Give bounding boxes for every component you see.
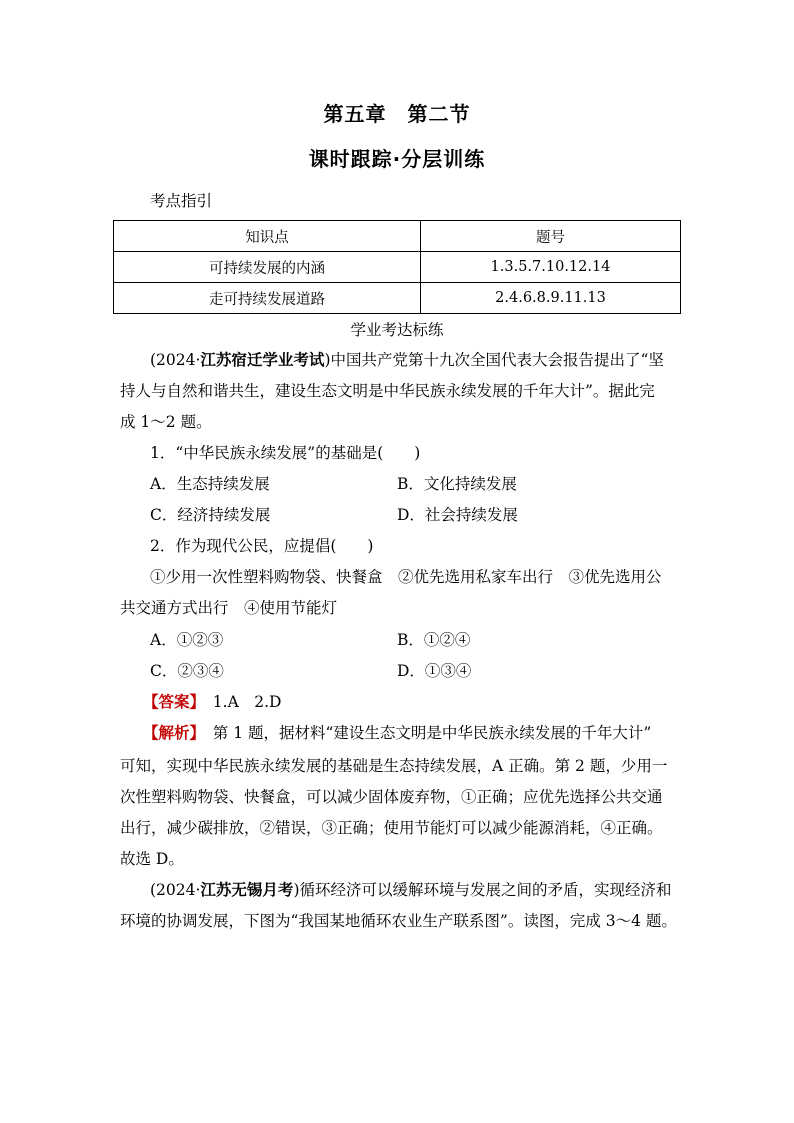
source-close: ): [324, 351, 331, 369]
table-cell: 走可持续发展道路: [114, 283, 421, 314]
section-heading: 学业考达标练: [350, 321, 444, 339]
source-open: (2024·: [150, 881, 201, 899]
knowledge-point-table: [113, 220, 681, 314]
analysis-line3: 次性塑料购物袋、快餐盒，可以减少固体废弃物，①正确；应优先选择公共交通: [120, 788, 663, 806]
passage2-line2: 环境的协调发展，下图为“我国某地循环农业生产联系图”。读图，完成 3～4 题。: [120, 912, 677, 930]
analysis-line5: 故选 D。: [120, 850, 184, 868]
passage-text: 中国共产党第十九次全国代表大会报告提出了“坚: [330, 351, 664, 369]
question1-option-b: B．文化持续发展: [397, 475, 517, 493]
table-header-cell: 题号: [421, 221, 681, 252]
chapter-title: 第五章 第二节: [323, 102, 471, 126]
table-header-row: [114, 221, 681, 252]
source-open: (2024·: [150, 351, 201, 369]
source-name: 江苏无锡月考: [200, 881, 294, 899]
answer-text: 1.A 2.D: [212, 693, 282, 711]
question2-option-d: D．①③④: [397, 662, 472, 680]
question2-option-b: B．①②④: [397, 631, 471, 649]
question1-option-c: C．经济持续发展: [150, 506, 271, 524]
analysis-line2: 可知，实现中华民族永续发展的基础是生态持续发展，A 正确。第 2 题，少用一: [120, 757, 668, 775]
table-header-cell: 知识点: [114, 221, 421, 252]
table-row: [114, 283, 681, 314]
analysis-line1: [143, 723, 651, 743]
passage2-line1: [150, 880, 672, 900]
analysis-text: 第 1 题，据材料“建设生态文明是中华民族永续发展的千年大计”: [212, 724, 652, 742]
question1-stem: 1．“中华民族永续发展”的基础是( ): [150, 444, 421, 462]
passage1-line1: [150, 350, 664, 370]
question2-items-line1: ①少用一次性塑料购物袋、快餐盒 ②优先选用私家车出行 ③优先选用公: [150, 568, 662, 586]
analysis-label: 【解析】: [143, 723, 198, 742]
table-cell: 可持续发展的内涵: [114, 252, 421, 283]
guide-label: 考点指引: [150, 192, 213, 210]
source-name: 江苏宿迁学业考试: [200, 351, 325, 369]
answer-line: [143, 692, 281, 712]
question1-option-a: A．生态持续发展: [150, 475, 270, 493]
table-cell: 2.4.6.8.9.11.13: [421, 283, 681, 314]
question2-stem: 2．作为现代公民，应提倡( ): [150, 537, 374, 555]
question1-option-d: D．社会持续发展: [397, 506, 518, 524]
question2-option-c: C．②③④: [150, 662, 224, 680]
question2-items-line2: 共交通方式出行 ④使用节能灯: [120, 599, 338, 617]
page-subtitle: 课时跟踪·分层训练: [308, 147, 486, 171]
passage-text: 循环经济可以缓解环境与发展之间的矛盾，实现经济和: [299, 881, 672, 899]
passage1-line3: 成 1～2 题。: [120, 413, 212, 431]
passage1-line2: 持人与自然和谐共生，建设生态文明是中华民族永续发展的千年大计”。据此完: [120, 382, 655, 400]
table-cell: 1.3.5.7.10.12.14: [421, 252, 681, 283]
answer-label: 【答案】: [143, 692, 198, 711]
question2-option-a: A．①②③: [150, 631, 224, 649]
source-close: ): [293, 881, 300, 899]
table-row: [114, 252, 681, 283]
analysis-line4: 出行，减少碳排放，②错误，③正确；使用节能灯可以减少能源消耗，④正确。: [120, 819, 663, 837]
